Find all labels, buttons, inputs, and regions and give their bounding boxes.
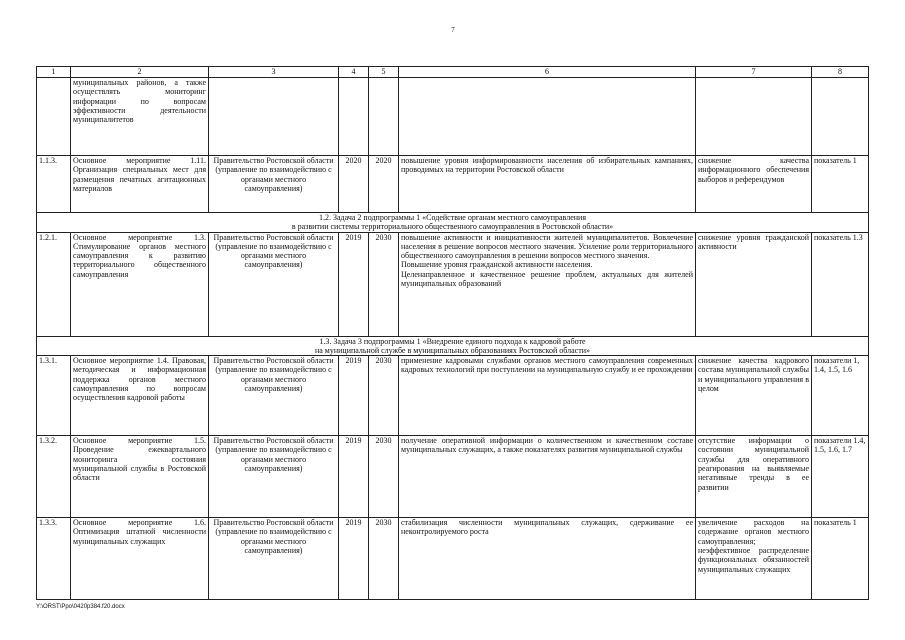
- cell-consequence: увеличение расходов на содержание органов местного самоуправления; неэффективное распределение функциональных обязанностей муниципальных служащих: [696, 518, 812, 600]
- cell-number: [37, 78, 71, 156]
- cell-activity-name: Основное мероприятие 1.11. Организация специальных мест для размещения печатных агитационных материалов: [71, 156, 209, 213]
- cell-end-year: 2030: [369, 232, 399, 336]
- section-title: [37, 336, 869, 356]
- cell-start-year: 2019: [339, 436, 369, 518]
- result-paragraph: Целенаправленное и качественное решение проблем, актуальных для жителей муниципальных образований: [401, 269, 693, 289]
- cell-end-year: 2020: [369, 156, 399, 213]
- cell-number: 1.2.1.: [37, 232, 71, 336]
- cell-start-year: [339, 78, 369, 156]
- cell-consequence: снижение уровня гражданской активности: [696, 232, 812, 336]
- section-header-row: [37, 213, 869, 233]
- column-number: 7: [696, 67, 812, 78]
- cell-end-year: 2030: [369, 518, 399, 600]
- cell-consequence: снижение качества кадрового состава муниципальной службы и муниципального управления в целом: [696, 356, 812, 436]
- cell-expected-result: [399, 232, 696, 336]
- section-header-row: [37, 336, 869, 356]
- cell-expected-result: повышение уровня информированности населения об избирательных кампаниях, проводимых на территории Ростовской области: [399, 156, 696, 213]
- cell-indicator: [812, 78, 869, 156]
- cell-executor: Правительство Ростовской области (управление по взаимодействию с органами местного самоуправления): [209, 232, 339, 336]
- section-title-line: на муниципальной службе в муниципальных образованиях Ростовской области»: [314, 345, 591, 355]
- cell-executor: Правительство Ростовской области (управление по взаимодействию с органами местного самоуправления): [209, 356, 339, 436]
- cell-consequence: отсутствие информации о состоянии муниципальной службы для оперативного реагирования на выявляемые негативные тренды в ее развитии: [696, 436, 812, 518]
- section-title: [37, 213, 869, 233]
- cell-activity-name: Основное мероприятие 1.3. Стимулирование органов местного самоуправления к развитию территориального общественного самоуправления: [71, 232, 209, 336]
- column-numbers-row: [37, 67, 869, 78]
- cell-indicator: показатель 1: [812, 156, 869, 213]
- table-row: [37, 518, 869, 600]
- column-number: 6: [399, 67, 696, 78]
- cell-end-year: [369, 78, 399, 156]
- section-title-line: в развитии системы территориального общественного самоуправления в Ростовской области»: [291, 222, 614, 232]
- column-number: 3: [209, 67, 339, 78]
- cell-start-year: 2019: [339, 356, 369, 436]
- column-number: 5: [369, 67, 399, 78]
- cell-start-year: 2020: [339, 156, 369, 213]
- cell-start-year: 2019: [339, 518, 369, 600]
- cell-indicator: показатели 1.4, 1.5, 1.6, 1.7: [812, 436, 869, 518]
- cell-activity-name: Основное мероприятие 1.5. Проведение ежеквартального мониторинга состояния муниципальной службы в Ростовской области: [71, 436, 209, 518]
- cell-indicator: показатель 1.3: [812, 232, 869, 336]
- page-number: 7: [451, 26, 455, 34]
- table-row: [37, 436, 869, 518]
- cell-number: 1.3.3.: [37, 518, 71, 600]
- section-title-line: 1.3. Задача 3 подпрограммы 1 «Внедрение единого подхода к кадровой работе: [319, 336, 586, 346]
- cell-end-year: 2030: [369, 356, 399, 436]
- table-row: [37, 232, 869, 336]
- column-number: 8: [812, 67, 869, 78]
- cell-number: 1.3.2.: [37, 436, 71, 518]
- cell-executor: Правительство Ростовской области (управление по взаимодействию с органами местного самоуправления): [209, 156, 339, 213]
- cell-activity-name: муниципальных районов, а также осуществлять мониторинг информации по вопросам эффективности деятельности муниципалитетов: [71, 78, 209, 156]
- cell-expected-result: [399, 78, 696, 156]
- cell-executor: [209, 78, 339, 156]
- cell-indicator: показатели 1, 1.4, 1.5, 1.6: [812, 356, 869, 436]
- table-row: [37, 156, 869, 213]
- cell-activity-name: Основное мероприятие 1.6. Оптимизация штатной численности муниципальных служащих: [71, 518, 209, 600]
- cell-indicator: показатель 1: [812, 518, 869, 600]
- cell-consequence: [696, 78, 812, 156]
- table-row-continuation: [37, 78, 869, 156]
- column-number: 4: [339, 67, 369, 78]
- file-path-footer: Y:\ORST\Ppo\0420p384.f20.docx: [36, 604, 125, 610]
- program-activities-table: [36, 66, 869, 600]
- cell-executor: Правительство Ростовской области (управление по взаимодействию с органами местного самоуправления): [209, 518, 339, 600]
- column-number: 1: [37, 67, 71, 78]
- column-number: 2: [71, 67, 209, 78]
- table-row: [37, 356, 869, 436]
- section-title-line: 1.2. Задача 2 подпрограммы 1 «Содействие органам местного самоуправления: [318, 213, 587, 222]
- cell-expected-result: применение кадровыми службами органов местного самоуправления современных кадровых технологий при поступлении на муниципальную службу и ее прохождении: [399, 356, 696, 436]
- cell-number: 1.1.3.: [37, 156, 71, 213]
- cell-executor: Правительство Ростовской области (управление по взаимодействию с органами местного самоуправления): [209, 436, 339, 518]
- cell-activity-name: Основное мероприятие 1.4. Правовая, методическая и информационная поддержка органов местного самоуправления по вопросам осуществления кадровой работы: [71, 356, 209, 436]
- result-paragraph: Повышение уровня гражданской активности населения.: [401, 260, 593, 270]
- cell-number: 1.3.1.: [37, 356, 71, 436]
- cell-expected-result: стабилизация численности муниципальных служащих, сдерживание ее неконтролируемого роста: [399, 518, 696, 600]
- result-paragraph: повышение активности и инициативности жителей муниципалитетов. Вовлечение населения в решение вопросов местного значения. Усиление роли территориального общественного самоуправления в решении вопросов местного значения.: [401, 232, 693, 261]
- cell-start-year: 2019: [339, 232, 369, 336]
- cell-end-year: 2030: [369, 436, 399, 518]
- cell-expected-result: получение оперативной информации о количественном и качественном составе муниципальных служащих, а также показателях развития муниципальной службы: [399, 436, 696, 518]
- cell-consequence: снижение качества информационного обеспечения выборов и референдумов: [696, 156, 812, 213]
